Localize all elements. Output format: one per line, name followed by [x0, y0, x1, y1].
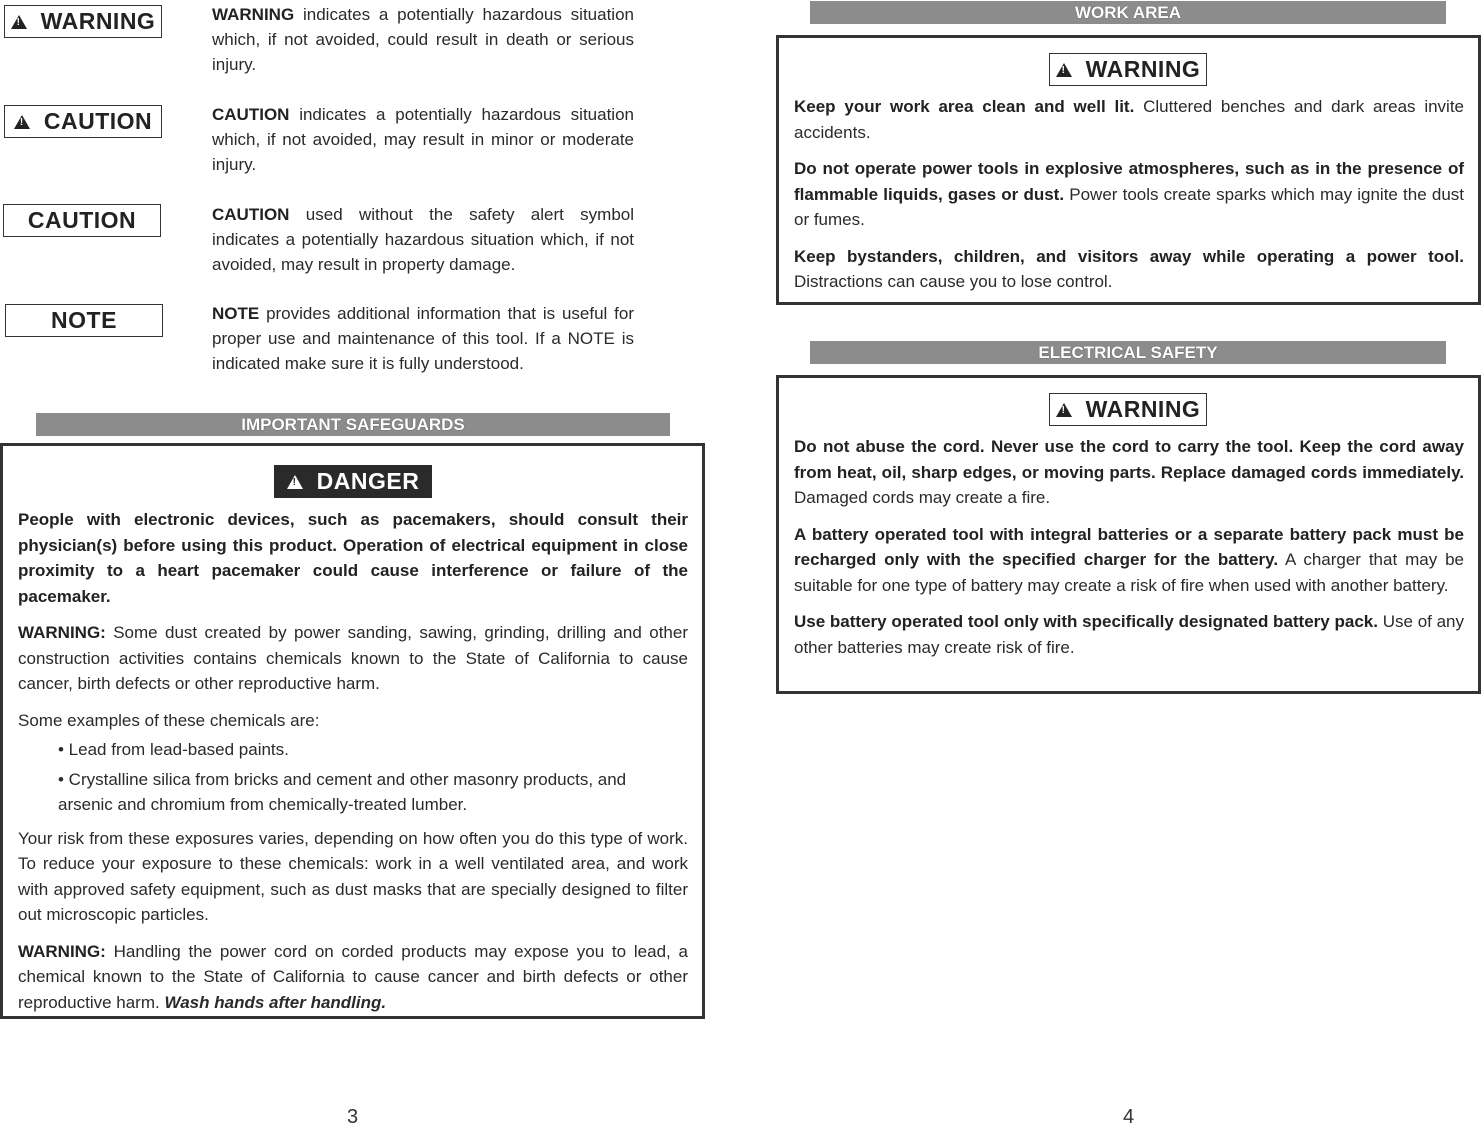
note-definition: NOTE provides additional information that is useful for proper use and maintenance of this tool. If a NOTE is indicated make sure it is fully understood.	[212, 304, 634, 373]
important-safeguards-box	[0, 443, 705, 1019]
electrical-warning-label: ! WARNING	[1049, 393, 1207, 426]
caution-definition: CAUTION indicates a potentially hazardous situation which, if not avoided, may result in minor or moderate injury.	[212, 105, 634, 174]
lead-warning: WARNING: Handling the power cord on corded products may expose you to lead, a chemical known to the State of California to cause cancer and birth defects or other reproductive harm. Wash hands after handling.	[18, 941, 688, 1012]
risk-text: Your risk from these exposures varies, depending on how often you do this type of work. To reduce your exposure to these chemicals: work in a well ventilated area, and work with approved safety equipment, such as dust masks that are specially designed to filter out microscopic particles.	[18, 828, 688, 924]
electrical-item: Use battery operated tool only with specifically designated battery pack. Use of any other batteries may create risk of fire.	[794, 612, 1465, 657]
alert-triangle-icon	[11, 15, 27, 29]
alert-triangle-icon	[1056, 403, 1072, 417]
caution-property-definition: CAUTION used without the safety alert symbol indicates a potentially hazardous situation which, if not avoided, may result in property damage.	[212, 205, 634, 274]
warning-definition: WARNING indicates a potentially hazardous situation which, if not avoided, could result in death or serious injury.	[212, 5, 634, 74]
page-number-left: 3	[347, 1106, 359, 1128]
danger-signal-label: ! DANGER	[274, 465, 432, 498]
work-area-item: Keep bystanders, children, and visitors away while operating a power tool. Distractions can cause you to lose control.	[794, 246, 1464, 291]
note-signal-label: NOTE	[5, 304, 163, 337]
alert-triangle-icon	[1056, 63, 1072, 77]
alert-triangle-icon	[14, 115, 30, 129]
electrical-item: A battery operated tool with integral batteries or a separate battery pack must be recharged only with the specified charger for the battery. A charger that may be suitable for one type of battery may create a risk of fire when used with another battery.	[794, 524, 1464, 595]
electrical-item: Do not abuse the cord. Never use the cord to carry the tool. Keep the cord away from heat, oil, sharp edges, or moving parts. Replace damaged cords immediately. Damaged cords may create a fire.	[794, 437, 1464, 507]
caution-signal-label: ! CAUTION	[4, 105, 162, 138]
work-area-warning-label: ! WARNING	[1049, 53, 1207, 86]
work-area-header: WORK AREA	[810, 1, 1446, 24]
warning-signal-label: ! WARNING	[4, 5, 162, 38]
bullet-item: • Crystalline silica from bricks and cement and other masonry products, and arsenic and chromium from chemically-treated lumber.	[58, 769, 627, 814]
electrical-safety-header: ELECTRICAL SAFETY	[810, 341, 1446, 364]
examples-intro: Some examples of these chemicals are:	[18, 710, 320, 730]
alert-triangle-icon	[287, 475, 303, 489]
work-area-item: Keep your work area clean and well lit. Cluttered benches and dark areas invite accidents.	[794, 97, 1465, 142]
caution-no-symbol-label: CAUTION	[3, 204, 161, 237]
work-area-box	[776, 35, 1481, 305]
safeguards-content	[18, 507, 688, 1015]
important-safeguards-header: IMPORTANT SAFEGUARDS	[36, 413, 670, 436]
bullet-item: • Lead from lead-based paints.	[58, 740, 289, 759]
page-number-right: 4	[1123, 1106, 1135, 1128]
electrical-content	[794, 434, 1464, 660]
electrical-safety-box	[776, 375, 1481, 694]
danger-text: People with electronic devices, such as pacemakers, should consult their physician(s) before using this product. Operation of electrical equipment in close proximity to a heart pacemaker could cause interference or failure of the pacemaker.	[18, 510, 688, 606]
dust-warning: WARNING: Some dust created by power sanding, sawing, grinding, drilling and other construction activities contains chemicals known to the State of California to cause cancer, birth defects or other reproductive harm.	[18, 623, 688, 693]
work-area-content	[794, 94, 1464, 295]
work-area-item: Do not operate power tools in explosive atmospheres, such as in the presence of flammable liquids, gases or dust. Power tools create sparks which may ignite the dust or fumes.	[794, 159, 1464, 229]
